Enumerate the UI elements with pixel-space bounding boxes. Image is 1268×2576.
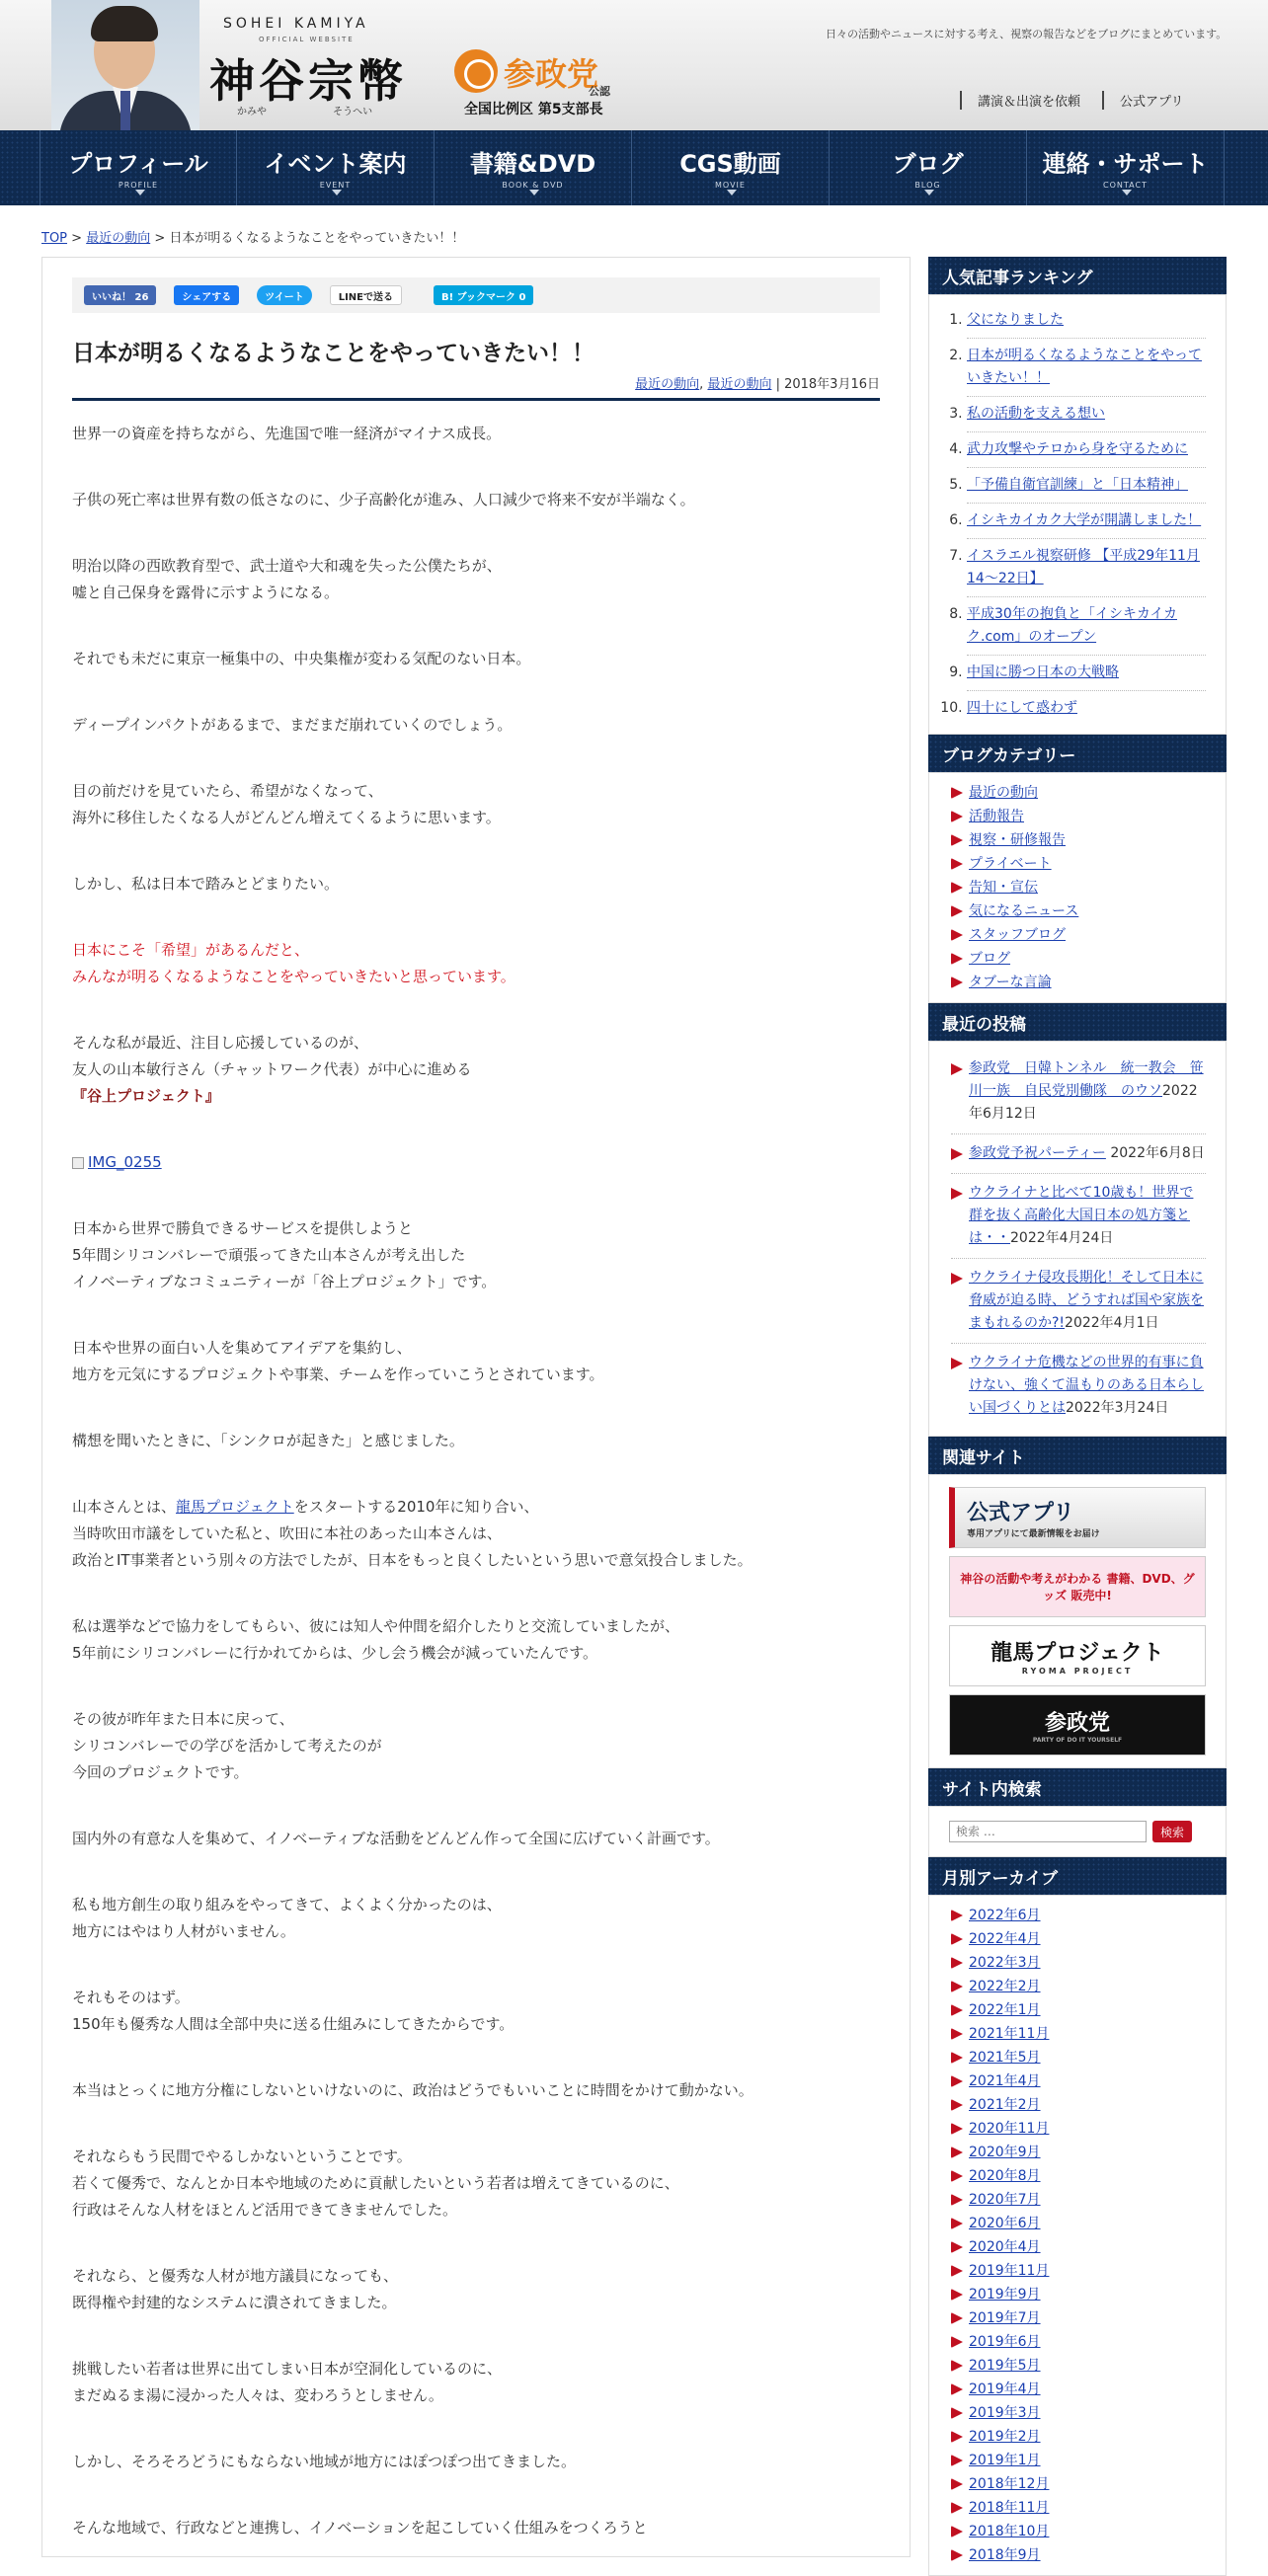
- archive-link[interactable]: 2022年2月: [969, 1979, 1041, 1994]
- recent-link[interactable]: ウクライナ危機などの世界的有事に負けない、強くて温もりのある日本らしい国づくりとは: [969, 1355, 1204, 1416]
- ranking-item: [967, 432, 1206, 468]
- profile-photo: [51, 0, 199, 130]
- paragraph: それならもう民間でやるしかないということです。 若くて優秀で、なんとか日本や地域のために貢献したいという若者は増えてきているのに、 行政はそんな人材をほとんど活用できてきませんでした。: [72, 2147, 679, 2219]
- archive-link[interactable]: 2019年11月: [969, 2263, 1050, 2279]
- archive-item: [951, 2449, 1206, 2472]
- header-links: [960, 91, 1184, 110]
- article-meta: 最近の動向, 最近の動向 | 2018年3月16日: [72, 373, 880, 401]
- recent-widget: [928, 1041, 1227, 1437]
- nav-label: 書籍&DVD: [469, 150, 596, 178]
- breadcrumb-sep: >: [67, 231, 87, 246]
- paragraph: 山本さんとは、龍馬プロジェクトをスタートする2010年に知り合い、 当時吹田市議をしていた私と、吹田に本社のあった山本さんは、 政治とIT事業者という別々の方法でしたが、日本をもっと良くしたいという思いで意気投合しました。: [72, 1498, 753, 1569]
- archive-link[interactable]: 2022年6月: [969, 1908, 1041, 1923]
- archive-link[interactable]: 2020年4月: [969, 2239, 1041, 2255]
- nav-item-movie[interactable]: [632, 130, 830, 205]
- site-name-sub: OFFICIAL WEBSITE: [259, 36, 355, 43]
- archive-item: [951, 2046, 1206, 2069]
- ranking-link[interactable]: 四十にして惑わず: [967, 700, 1077, 716]
- recent-link[interactable]: 参政党 日韓トンネル 統一教会 笹川一族 自民党別働隊 のウソ: [969, 1060, 1204, 1099]
- recent-date: 2022年4月1日: [1065, 1315, 1159, 1331]
- banner-title: 公式アプリ: [967, 1501, 1075, 1525]
- category-item: [951, 781, 1206, 805]
- category-link[interactable]: プライベート: [969, 856, 1052, 872]
- party-emblem-icon: [454, 49, 498, 93]
- paragraph: 本当はとっくに地方分権にしないといけないのに、政治はどうでもいいことに時間をかけて動かない。: [72, 2081, 753, 2099]
- archive-link[interactable]: 2020年8月: [969, 2168, 1041, 2184]
- nav-label: ブログ: [892, 150, 964, 178]
- archive-item: [951, 2093, 1206, 2117]
- breadcrumb-current: 日本が明るくなるようなことをやっていきたい！！: [169, 231, 465, 246]
- category-item: [951, 876, 1206, 899]
- paragraph: その彼が昨年また日本に戻って、 シリコンバレーでの学びを活かして考えたのが 今回のプロジェクトです。: [72, 1710, 382, 1781]
- archive-item: [951, 2330, 1206, 2354]
- ranking-link[interactable]: 私の活動を支える想い: [967, 406, 1105, 422]
- recent-item: [951, 1344, 1206, 1428]
- article-category-link[interactable]: 最近の動向: [707, 377, 772, 392]
- ranking-item: [967, 468, 1206, 504]
- archive-item: [951, 2520, 1206, 2543]
- chevron-down-icon: [727, 190, 737, 195]
- paragraph: しかし、そろそろどうにもならない地域が地方にはぽつぽつ出てきました。: [72, 2453, 577, 2470]
- line-button[interactable]: LINEで送る: [330, 285, 402, 305]
- archive-link[interactable]: 2020年9月: [969, 2145, 1041, 2160]
- archive-item: [951, 2141, 1206, 2164]
- archive-widget: [928, 1895, 1227, 2576]
- recent-date: 2022年6月8日: [1110, 1145, 1205, 1161]
- fb-like-button[interactable]: いいね！ 26: [84, 285, 156, 305]
- nav-sublabel: BLOG: [914, 181, 941, 190]
- recent-link[interactable]: ウクライナと比べて10歳も！世界で群を抜く高齢化大国日本の処方箋とは・・: [969, 1185, 1194, 1246]
- category-item: [951, 852, 1206, 876]
- shop-banner[interactable]: [949, 1556, 1206, 1617]
- nav-label: イベント案内: [264, 150, 407, 178]
- archive-item: [951, 2069, 1206, 2093]
- chevron-down-icon: [1122, 190, 1132, 195]
- related-widget: [928, 1474, 1227, 1768]
- paragraph: 挑戦したい若者は世界に出てしまい日本が空洞化しているのに、 まだぬるま湯に浸かった人々は、変わろうとしません。: [72, 2360, 503, 2404]
- header-link-app[interactable]: 公式アプリ: [1102, 91, 1183, 110]
- chevron-down-icon: [529, 190, 539, 195]
- ranking-link[interactable]: イシキカイカク大学が開講しました！: [967, 512, 1202, 528]
- archive-link[interactable]: 2019年6月: [969, 2334, 1041, 2350]
- category-heading: ブログカテゴリー: [928, 735, 1227, 772]
- ranking-link[interactable]: 日本が明るくなるようなことをやっていきたい！！: [967, 348, 1202, 386]
- archive-link[interactable]: 2022年1月: [969, 2002, 1041, 2018]
- archive-item: [951, 2401, 1206, 2425]
- archive-item: [951, 2259, 1206, 2283]
- nav-label: プロフィール: [68, 150, 208, 178]
- header-link-lecture[interactable]: 講演＆出演を依頼: [960, 91, 1080, 110]
- nav-item-profile[interactable]: [40, 130, 237, 205]
- banner-sub: 専用アプリにて最新情報をお届け: [967, 1529, 1100, 1539]
- category-item: [951, 828, 1206, 852]
- recent-item: [951, 1259, 1206, 1344]
- paragraph: 世界一の資産を持ちながら、先進国で唯一経済がマイナス成長。: [72, 425, 502, 442]
- archive-item: [951, 2496, 1206, 2520]
- category-link[interactable]: タブーな言論: [969, 975, 1052, 990]
- nav-item-blog[interactable]: [830, 130, 1027, 205]
- paragraph: 日本や世界の面白い人を集めてアイデアを集約し、 地方を元気にするプロジェクトや事業、チームを作っていこうとされています。: [72, 1339, 604, 1383]
- ranking-item: [967, 597, 1206, 656]
- paragraph: 私も地方創生の取り組みをやってきて、よくよく分かったのは、 地方にはやはり人材がいません。: [72, 1896, 502, 1940]
- ranking-item: [967, 656, 1206, 691]
- category-widget: [928, 772, 1227, 1003]
- archive-link[interactable]: 2019年1月: [969, 2453, 1041, 2468]
- recent-item: [951, 1050, 1206, 1134]
- archive-link[interactable]: 2018年9月: [969, 2547, 1041, 2563]
- ranking-link[interactable]: 平成30年の抱負と「イシキカイカク.com」のオープン: [967, 606, 1177, 645]
- archive-link[interactable]: 2021年11月: [969, 2026, 1050, 2042]
- highlight-paragraph: 日本にこそ「希望」があるんだと、 みんなが明るくなるようなことをやっていきたいと思っています。: [72, 941, 515, 985]
- category-link[interactable]: スタッフブログ: [969, 927, 1066, 943]
- ryoma-banner[interactable]: [949, 1625, 1206, 1686]
- archive-link[interactable]: 2021年2月: [969, 2097, 1041, 2113]
- paragraph: それでも未だに東京一極集中の、中央集権が変わる気配のない日本。: [72, 650, 531, 667]
- paragraph: そんな地域で、行政などと連携し、イノベーションを起こしていく仕組みをつくろうと: [72, 2519, 648, 2537]
- search-button[interactable]: 検索: [1152, 1821, 1192, 1842]
- app-banner[interactable]: [949, 1487, 1206, 1548]
- ranking-item: [967, 691, 1206, 726]
- site-tagline: 日々の活動やニュースに対する考え、視察の報告などをブログにまとめています。: [826, 28, 1228, 40]
- archive-item: [951, 2022, 1206, 2046]
- search-input[interactable]: [949, 1821, 1147, 1842]
- site-name-en[interactable]: SOHEI KAMIYA: [223, 16, 369, 32]
- ranking-link[interactable]: 武力攻撃やテロから身を守るために: [967, 441, 1188, 457]
- article-category-link[interactable]: 最近の動向: [635, 377, 700, 392]
- ranking-link[interactable]: 中国に勝つ日本の大戦略: [967, 664, 1119, 680]
- chevron-down-icon: [135, 190, 145, 195]
- share-bar: [72, 277, 880, 313]
- recent-link[interactable]: ウクライナ侵攻長期化！そして日本に脅威が迫る時、どうすれば国や家族をまもれるのか?!: [969, 1270, 1204, 1331]
- ranking-item: [967, 339, 1206, 397]
- paragraph: 構想を聞いたときに、「シンクロが起きた」と感じました。: [72, 1432, 464, 1449]
- paragraph: 日本から世界で勝負できるサービスを提供しようと 5年間シリコンバレーで頑張ってきた山本さんが考え出した イノベーティブなコミュニティーが「谷上プロジェクト」です。: [72, 1219, 497, 1290]
- archive-item: [951, 2164, 1206, 2188]
- broken-image-icon: [72, 1157, 84, 1169]
- chevron-down-icon: [332, 190, 342, 195]
- archive-heading: 月別アーカイブ: [928, 1857, 1227, 1895]
- recent-item: [951, 1174, 1206, 1259]
- ranking-item: [967, 397, 1206, 432]
- global-nav: [0, 130, 1268, 205]
- site-name-jp[interactable]: 神谷宗幣: [209, 54, 407, 108]
- category-link[interactable]: 気になるニュース: [969, 903, 1079, 919]
- category-link[interactable]: 活動報告: [969, 809, 1024, 824]
- article-body: [72, 421, 880, 2541]
- category-link[interactable]: 最近の動向: [969, 785, 1038, 801]
- ryoma-project-link[interactable]: 龍馬プロジェクト: [176, 1498, 294, 1516]
- banner-title: 参政党: [1044, 1711, 1110, 1736]
- nav-item-book-dvd[interactable]: [435, 130, 632, 205]
- archive-item: [951, 2188, 1206, 2212]
- party-endorsement: 公認: [589, 85, 610, 98]
- paragraph: そんな私が最近、注目し応援しているのが、 友人の山本敏行さん（チャットワーク代表）が中心に進める 『谷上プロジェクト』: [72, 1034, 472, 1105]
- archive-link[interactable]: 2018年10月: [969, 2524, 1050, 2539]
- category-link[interactable]: ブログ: [969, 951, 1010, 967]
- paragraph: 目の前だけを見ていたら、希望がなくなって、 海外に移住したくなる人がどんどん増えてくるように思います。: [72, 782, 501, 826]
- category-item: [951, 899, 1206, 923]
- site-name-kana: かみや そうへい: [237, 107, 373, 117]
- breadcrumb-category[interactable]: 最近の動向: [86, 231, 151, 246]
- archive-item: [951, 1927, 1206, 1951]
- category-item: [951, 805, 1206, 828]
- archive-link[interactable]: 2018年11月: [969, 2500, 1050, 2516]
- category-link[interactable]: 告知・宣伝: [969, 880, 1038, 896]
- article-title: 日本が明るくなるようなことをやっていきたい！！: [72, 341, 594, 366]
- recent-item: [951, 1134, 1206, 1174]
- hatena-bookmark-button[interactable]: B! ブックマーク 0: [434, 285, 533, 305]
- breadcrumb-sep: >: [150, 231, 170, 246]
- tweet-button[interactable]: ツイート: [257, 285, 312, 305]
- banner-title: 神谷の活動や考えがわかる 書籍、DVD、グッズ 販売中!: [960, 1572, 1195, 1602]
- article: [41, 257, 911, 2557]
- archive-link[interactable]: 2019年9月: [969, 2287, 1041, 2303]
- paragraph: 私は選挙などで協力をしてもらい、彼には知人や仲間を紹介したりと交流していましたが、 5年前にシリコンバレーに行かれてからは、少し会う機会が減っていたんです。: [72, 1617, 680, 1662]
- paragraph: しかし、私は日本で踏みとどまりたい。: [72, 875, 340, 893]
- category-item: [951, 971, 1206, 994]
- ranking-widget: [928, 294, 1227, 735]
- search-heading: サイト内検索: [928, 1768, 1227, 1806]
- archive-item: [951, 1904, 1206, 1927]
- category-link[interactable]: 視察・研修報告: [969, 832, 1066, 848]
- banner-sub: PARTY OF DO IT YOURSELF: [1032, 1737, 1123, 1744]
- paragraph: 子供の死亡率は世界有数の低さなのに、少子高齢化が進み、人口減少で将来不安が半端なく。: [72, 491, 695, 508]
- archive-link[interactable]: 2020年6月: [969, 2216, 1041, 2231]
- archive-item: [951, 2283, 1206, 2306]
- nav-item-contact[interactable]: [1027, 130, 1225, 205]
- recent-heading: 最近の投稿: [928, 1003, 1227, 1041]
- archive-item: [951, 1951, 1206, 1975]
- archive-item: [951, 2425, 1206, 2449]
- nav-sublabel: BOOK & DVD: [502, 181, 564, 190]
- related-heading: 関連サイト: [928, 1437, 1227, 1474]
- archive-item: [951, 2378, 1206, 2401]
- paragraph: それなら、と優秀な人材が地方議員になっても、 既得権や封建的なシステムに潰されてきました。: [72, 2267, 399, 2311]
- ranking-link[interactable]: 父になりました: [967, 312, 1064, 328]
- archive-link[interactable]: 2021年5月: [969, 2050, 1041, 2066]
- recent-date: 2022年6月12日: [969, 1083, 1198, 1122]
- archive-link[interactable]: 2019年4月: [969, 2381, 1041, 2397]
- article-image[interactable]: [72, 1149, 880, 1176]
- banner-title: 龍馬プロジェクト: [991, 1641, 1164, 1666]
- ranking-item: [967, 539, 1206, 597]
- site-header: [0, 0, 1268, 130]
- ranking-heading: 人気記事ランキング: [928, 257, 1227, 294]
- archive-link[interactable]: 2020年11月: [969, 2121, 1050, 2137]
- ranking-item: [967, 504, 1206, 539]
- party-logo: 参政党: [504, 55, 599, 93]
- recent-date: 2022年4月24日: [1010, 1230, 1114, 1246]
- archive-item: [951, 2543, 1206, 2567]
- archive-link[interactable]: 2019年5月: [969, 2358, 1041, 2374]
- archive-item: [951, 2354, 1206, 2378]
- ranking-link[interactable]: 「予備自衛官訓練」と「日本精神」: [967, 477, 1188, 493]
- party-role: 全国比例区 第5支部長: [464, 102, 603, 117]
- nav-sublabel: MOVIE: [715, 181, 746, 190]
- archive-item: [951, 2306, 1206, 2330]
- recent-link[interactable]: 参政党予祝パーティー: [969, 1145, 1106, 1161]
- archive-item: [951, 2117, 1206, 2141]
- sidebar: [928, 257, 1227, 2576]
- nav-sublabel: PROFILE: [118, 181, 159, 190]
- archive-item: [951, 2212, 1206, 2235]
- ranking-link[interactable]: イスラエル視察研修 【平成29年11月14〜22日】: [967, 548, 1200, 586]
- paragraph: 明治以降の西欧教育型で、武士道や大和魂を失った公僕たちが、 嘘と自己保身を露骨に示すようになる。: [72, 557, 502, 601]
- party-banner[interactable]: [949, 1694, 1206, 1756]
- nav-sublabel: CONTACT: [1103, 181, 1148, 190]
- search-widget: [928, 1806, 1227, 1857]
- breadcrumb: [41, 227, 464, 246]
- archive-item: [951, 2472, 1206, 2496]
- nav-item-event[interactable]: [237, 130, 435, 205]
- article-date: | 2018年3月16日: [771, 377, 880, 392]
- image-link[interactable]: IMG_0255: [88, 1153, 162, 1171]
- archive-link[interactable]: 2022年3月: [969, 1955, 1041, 1971]
- archive-link[interactable]: 2021年4月: [969, 2073, 1041, 2089]
- fb-share-button[interactable]: シェアする: [174, 285, 239, 305]
- archive-item: [951, 2235, 1206, 2259]
- archive-link[interactable]: 2022年4月: [969, 1931, 1041, 1947]
- category-item: [951, 923, 1206, 947]
- paragraph: 国内外の有意な人を集めて、イノベーティブな活動をどんどん作って全国に広げていく計画です。: [72, 1830, 720, 1847]
- nav-label: CGS動画: [679, 150, 781, 178]
- archive-item: [951, 1975, 1206, 1998]
- chevron-down-icon: [924, 190, 934, 195]
- archive-link[interactable]: 2019年7月: [969, 2310, 1041, 2326]
- archive-link[interactable]: 2018年12月: [969, 2476, 1050, 2492]
- paragraph: それもそのはず。 150年も優秀な人間は全部中央に送る仕組みにしてきたからです。: [72, 1989, 515, 2033]
- recent-date: 2022年3月24日: [1066, 1400, 1169, 1416]
- nav-label: 連絡・サポート: [1042, 150, 1209, 178]
- archive-link[interactable]: 2020年7月: [969, 2192, 1041, 2208]
- project-name: 『谷上プロジェクト』: [72, 1087, 220, 1105]
- nav-sublabel: EVENT: [319, 181, 352, 190]
- ranking-item: [967, 303, 1206, 339]
- archive-link[interactable]: 2019年2月: [969, 2429, 1041, 2445]
- archive-link[interactable]: 2019年3月: [969, 2405, 1041, 2421]
- breadcrumb-top[interactable]: TOP: [41, 231, 68, 246]
- category-item: [951, 947, 1206, 971]
- paragraph: ディープインパクトがあるまで、まだまだ崩れていくのでしょう。: [72, 716, 513, 734]
- archive-item: [951, 1998, 1206, 2022]
- banner-sub: RYOMA PROJECT: [1021, 1667, 1134, 1676]
